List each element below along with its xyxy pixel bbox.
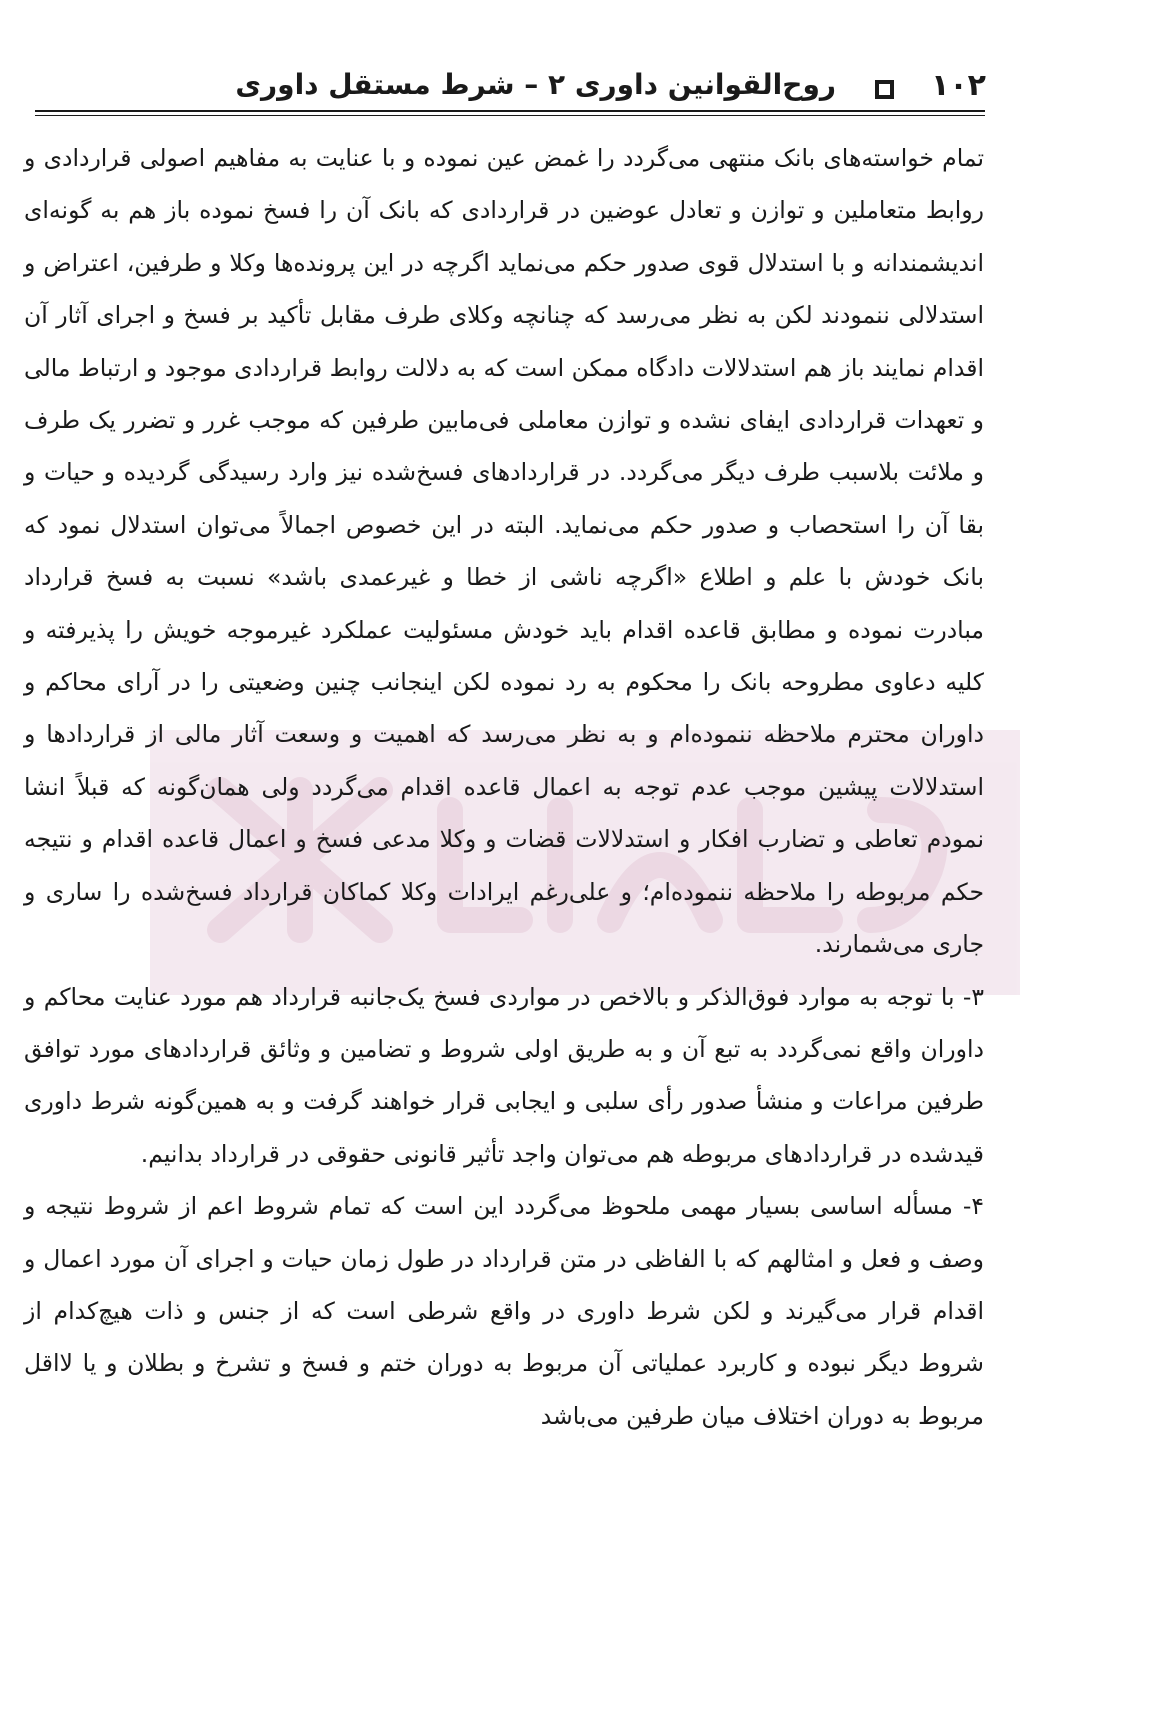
paragraph-item-4: ۴- مسأله اساسی بسیار مهمی ملحوظ می‌گردد این است که تمام شروط اعم از شروط نتیجه و وصف و فعل و امثالهم که با الفاظی در متن قرارداد در طول زمان حیات و اجرای آن مورد اعمال و اقدام قرار می‌گیرند و لکن شرط داوری در واقع شرطی است که از جنس و ذات هیچ‌کدام از شروط دیگر نبوده و کاربرد عملیاتی آن مربوط به دوران ختم و فسخ و تشرخ و بطلان و یا لااقل مربوط به دوران اختلاف میان طرفین می‌باشد	[24, 1192, 984, 1430]
paragraph-continuation: تمام خواسته‌های بانک منتهی می‌گردد را غمض عین نموده و با عنایت به مفاهیم اصولی قراردادی و روابط متعاملین و توازن و تعادل عوضین در قراردادی که بانک آن را فسخ نموده باز هم به گونه‌ای اندیشمندانه و با استدلال قوی صدور حکم می‌نماید اگرچه در این پرونده‌ها وکلا و طرفین، اعتراض و استدلالی ننمودند لکن به نظر می‌رسد که چنانچه وکلای طرف مقابل تأکید بر فسخ و اجرای آثار آن اقدام نمایند باز هم استدلالات دادگاه ممکن است که به دلالت روابط قراردادی موجود و ارتباط مالی و تعهدات قراردادی ایفای نشده و توازن معاملی فی‌مابین طرفین که موجب غرر و تضرر یک طرف و ملائت بلاسبب طرف دیگر می‌گردد. در قراردادهای فسخ‌شده نیز وارد رسیدگی گردیده و حیات و بقا آن را استحصاب و صدور حکم می‌نماید. البته در این خصوص اجمالاً می‌توان استدلال نمود که بانک خودش با علم و اطلاع «اگرچه ناشی از خطا و غیرعمدی باشد» نسبت به فسخ قرارداد مبادرت نموده و مطابق قاعده اقدام باید خودش مسئولیت عملکرد غیرموجه خویش را پذیرفته و کلیه دعاوی مطروحه بانک را محکوم به رد نموده لکن اینجانب چنین وضعیتی را در آرای محاکم و داوران محترم ملاحظه ننموده‌ام و به نظر می‌رسد که اهمیت و وسعت آثار مالی از قراردادها و استدلالات پیشین موجب عدم توجه به اعمال قاعده اقدام می‌گردد ولی همان‌گونه که قبلاً انشا نمودم تعاطی و تضارب افکار و استدلالات قضات و وکلا مدعی فسخ و اعمال قاعده اقدام و نتیجه حکم مربوطه را ملاحظه ننموده‌ام؛ و علی‌رغم ایرادات وکلا کماکان قرارداد فسخ‌شده را ساری و جاری می‌شمارند.	[24, 144, 984, 959]
paragraph-item-3: ۳- با توجه به موارد فوق‌الذکر و بالاخص در مواردی فسخ یک‌جانبه قرارداد هم مورد عنایت محاکم و داوران واقع نمی‌گردد به تبع آن و به طریق اولی شروط و تضامین و وثائق قراردادهای مورد توافق طرفین مراعات و منشأ صدور رأی سلبی و ایجابی قرار خواهند گرفت و به همین‌گونه شرط داوری قیدشده در قراردادهای مربوطه هم می‌توان واجد تأثیر قانونی حقوقی در قرارداد بدانیم.	[24, 982, 984, 1168]
header-rule	[35, 110, 985, 112]
running-title: روح‌القوانین داوری ۲ – شرط مستقل داوری	[235, 68, 836, 101]
square-bullet-icon	[875, 80, 894, 99]
running-header	[35, 64, 986, 110]
page-number: ۱۰۲	[931, 68, 986, 103]
body-text	[24, 132, 984, 1442]
header-rule-thin	[35, 115, 985, 116]
